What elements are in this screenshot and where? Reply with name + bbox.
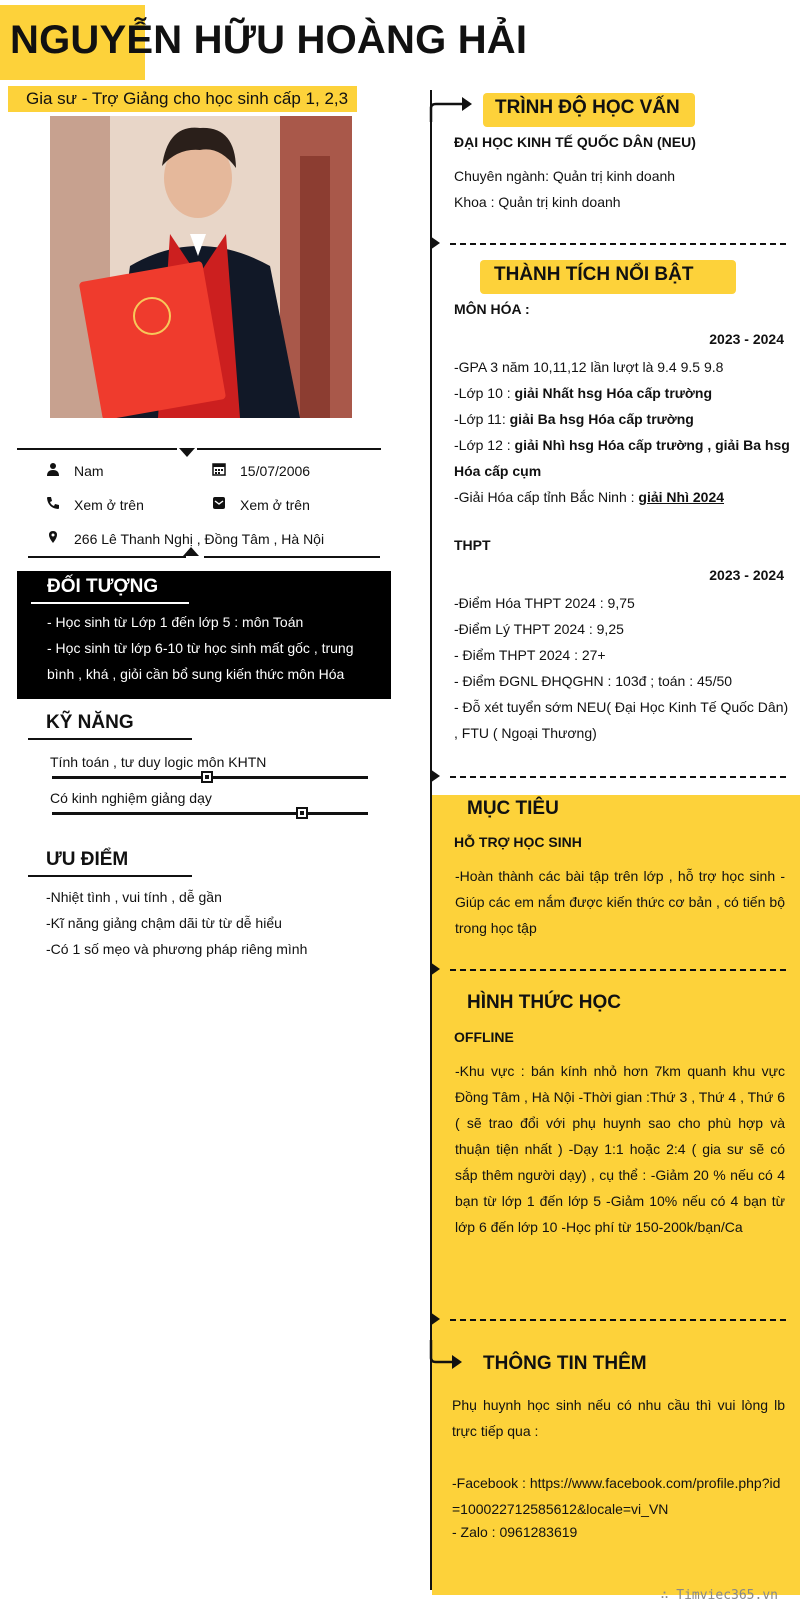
info-rule-top-right <box>197 448 381 450</box>
achievement-grade12-cont: Hóa cấp cụm <box>454 463 542 479</box>
timeline-marker <box>430 962 440 976</box>
info-rule-bottom-left <box>28 556 186 558</box>
education-title: TRÌNH ĐỘ HỌC VẤN <box>495 97 680 118</box>
email-value: Xem ở trên <box>240 497 310 513</box>
target-title: ĐỐI TƯỢNG <box>47 576 159 597</box>
strengths-title: ƯU ĐIỂM <box>46 849 129 870</box>
achievement-gpa: -GPA 3 năm 10,11,12 lần lượt là 9.4 9.5 9.8 <box>454 359 724 375</box>
skill-level-knob <box>296 807 308 819</box>
skill-level-knob <box>201 771 213 783</box>
birthday-value: 15/07/2006 <box>240 463 311 479</box>
strength-item: -Nhiệt tình , vui tính , dễ gần <box>46 889 222 905</box>
section-divider <box>450 776 786 778</box>
education-school: ĐẠI HỌC KINH TẾ QUỐC DÂN (NEU) <box>454 134 696 150</box>
gender-value: Nam <box>74 463 104 479</box>
highschool-year: 2023 - 2024 <box>709 567 784 583</box>
achievement-grade11: -Lớp 11: giải Ba hsg Hóa cấp trường <box>454 411 694 427</box>
achievement-grade10: -Lớp 10 : giải Nhất hsg Hóa cấp trường <box>454 385 712 401</box>
arrow-right-icon <box>428 1338 464 1378</box>
timeline-marker <box>430 769 440 783</box>
phone-value: Xem ở trên <box>74 497 144 513</box>
achievement-province: -Giải Hóa cấp tỉnh Bắc Ninh : giải Nhì 2024 <box>454 489 725 505</box>
info-rule-bottom-right <box>204 556 380 558</box>
format-text: -Khu vực : bán kính nhỏ hơn 7km quanh khu vực Đồng Tâm , Hà Nội -Thời gian :Thứ 3 , Thứ 4 , Thứ 6 ( sẽ trao đổi với phụ huynh sao cho phù hợp và thuận tiện nhất ) -Dạy 1:1 hoặc 2:4 ( gia sư sẽ có sắp thêm người dạy) , cụ thể : -Giảm 20 % nếu có 4 bạn từ lớp 1 đến lớp 5 -Giảm 10% nếu có 4 bạn từ lớp 6 đến lớp 10 -Học phí từ 150-200k/bạn/Ca <box>455 1063 785 1235</box>
chem-year: 2023 - 2024 <box>709 331 784 347</box>
skills-title: KỸ NĂNG <box>46 712 134 733</box>
highschool-item: -Điểm Hóa THPT 2024 : 9,75 <box>454 595 635 611</box>
zalo-contact: - Zalo : 0961283619 <box>452 1524 578 1540</box>
timeline-marker <box>430 236 440 250</box>
highschool-item: - Đỗ xét tuyển sớm NEU( Đại Học Kinh Tế Quốc Dân) <box>454 699 789 715</box>
strengths-underline <box>28 875 192 877</box>
more-info-intro: Phụ huynh học sinh nếu có nhu cầu thì vui lòng lb trực tiếp qua : <box>452 1397 785 1439</box>
skill-label: Có kinh nghiệm giảng dạy <box>50 790 212 806</box>
phone-icon <box>46 496 60 510</box>
skill-label: Tính toán , tư duy logic môn KHTN <box>50 754 267 770</box>
strength-item: -Kĩ năng giảng chậm dãi từ từ dễ hiểu <box>46 915 282 931</box>
education-faculty: Khoa : Quản trị kinh doanh <box>454 194 621 210</box>
section-divider <box>450 1319 786 1321</box>
chem-label: MÔN HÓA : <box>454 301 530 317</box>
location-icon <box>46 530 60 544</box>
arrow-right-icon <box>428 96 474 124</box>
watermark: ∴ Timviec365.vn <box>660 1588 778 1603</box>
target-line: - Học sinh từ lớp 6-10 từ học sinh mất gốc , trung <box>47 640 354 656</box>
target-section <box>17 571 391 699</box>
highschool-item: - Điểm THPT 2024 : 27+ <box>454 647 606 663</box>
goal-title: MỤC TIÊU <box>467 798 559 819</box>
section-divider <box>450 243 786 245</box>
education-major: Chuyên ngành: Quản trị kinh doanh <box>454 168 676 184</box>
highschool-label: THPT <box>454 537 491 553</box>
candidate-name: NGUYỄN HỮU HOÀNG HẢI <box>10 18 528 62</box>
info-rule-marker-bottom <box>183 547 199 556</box>
format-title: HÌNH THỨC HỌC <box>467 992 622 1013</box>
timeline-marker <box>430 1312 440 1326</box>
facebook-link[interactable]: -Facebook : https://www.facebook.com/profile.php?id=100022712585612&locale=vi_VN <box>452 1475 781 1517</box>
strength-item: -Có 1 số mẹo và phương pháp riêng mình <box>46 941 308 957</box>
skills-underline <box>28 738 192 740</box>
email-icon <box>212 496 226 510</box>
target-line: bình , khá , giỏi cần bổ sung kiến thức môn Hóa <box>47 666 345 682</box>
achievement-grade12: -Lớp 12 : giải Nhì hsg Hóa cấp trường , giải Ba hsg <box>454 437 790 453</box>
candidate-subtitle: Gia sư - Trợ Giảng cho học sinh cấp 1, 2,3 <box>26 89 349 108</box>
skill-bar <box>52 812 368 815</box>
profile-photo <box>50 116 352 418</box>
section-divider <box>450 969 786 971</box>
more-info-title: THÔNG TIN THÊM <box>483 1353 647 1374</box>
calendar-icon <box>212 462 226 476</box>
goal-subtitle: HỖ TRỢ HỌC SINH <box>454 834 582 850</box>
highschool-item: , FTU ( Ngoại Thương) <box>454 725 597 741</box>
highschool-item: -Điểm Lý THPT 2024 : 9,25 <box>454 621 624 637</box>
target-underline <box>31 602 189 604</box>
address-value: 266 Lê Thanh Nghị , Đồng Tâm , Hà Nội <box>74 531 325 547</box>
achievements-title: THÀNH TÍCH NỔI BẬT <box>494 264 694 285</box>
goal-text: -Hoàn thành các bài tập trên lớp , hỗ trợ học sinh -Giúp các em nắm được kiến thức cơ bản , có tiến bộ trong học tập <box>455 868 785 936</box>
person-icon <box>46 462 60 476</box>
info-rule-marker <box>179 448 195 457</box>
highschool-item: - Điểm ĐGNL ĐHQGHN : 103đ ; toán : 45/50 <box>454 673 733 689</box>
info-rule-top-left <box>17 448 177 450</box>
format-subtitle: OFFLINE <box>454 1029 514 1045</box>
target-line: - Học sinh từ Lớp 1 đến lớp 5 : môn Toán <box>47 614 304 630</box>
